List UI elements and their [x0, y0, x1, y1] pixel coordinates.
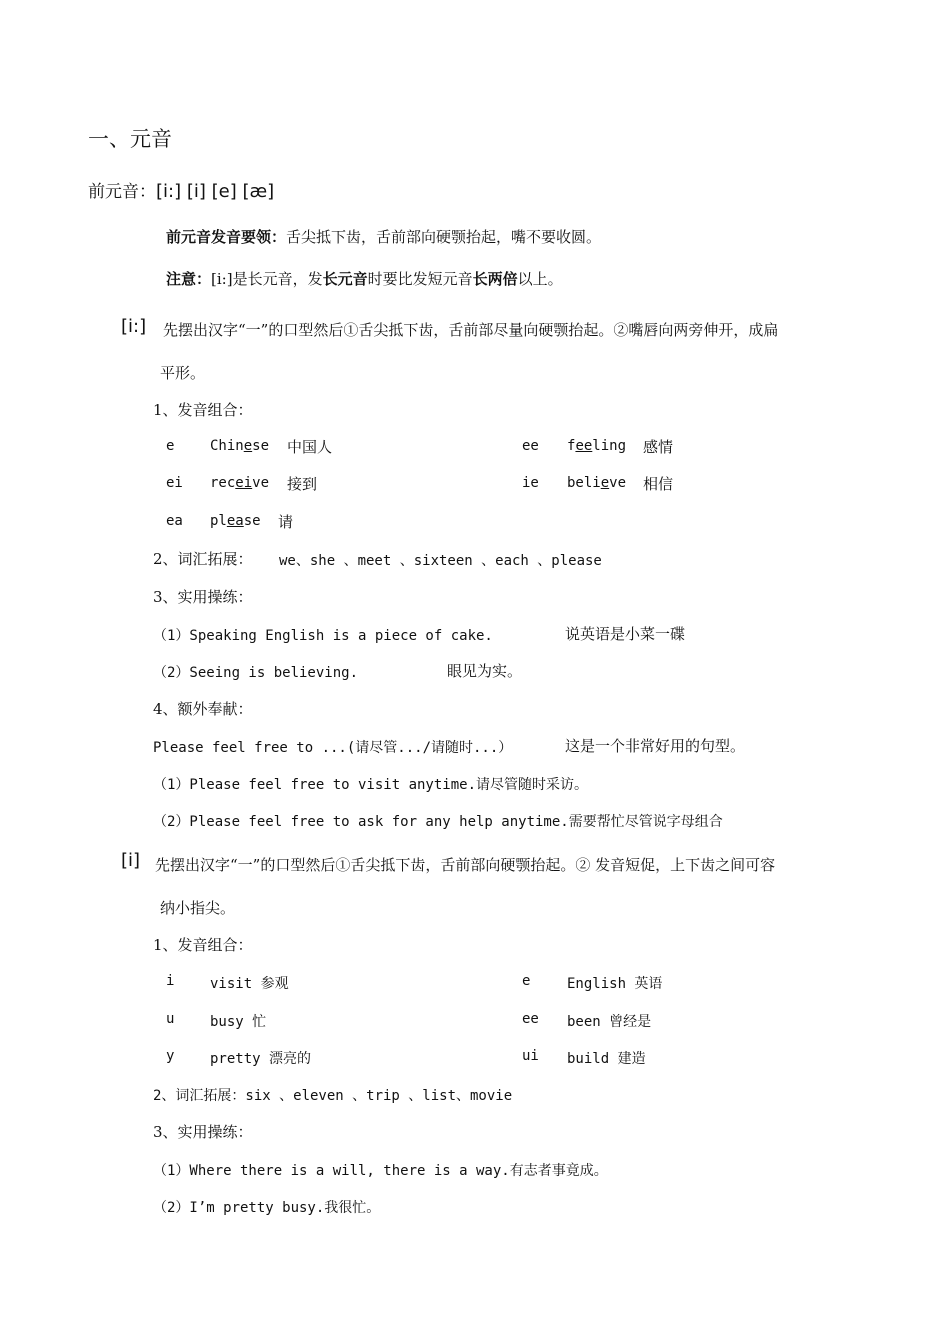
i-long-desc-line1: 先摆出汉字“一”的口型然后①舌尖抵下齿，舌前部尽量向硬颚抬起。②嘴唇向两旁伸开，成扁	[163, 321, 779, 339]
combo-word: been 曾经是	[567, 1014, 652, 1030]
tip-label: 前元音发音要领：	[166, 228, 287, 246]
i-long-practice-2: （2）Seeing is believing.	[153, 665, 359, 681]
i-short-practice-heading: 3、实用操练：	[153, 1123, 253, 1141]
front-vowels-label: 前元音：	[88, 182, 156, 202]
i-long-extra-heading: 4、额外奉献：	[153, 700, 253, 718]
combo-letters: ea	[166, 513, 183, 529]
combo-letters: ee	[522, 438, 539, 454]
combo-letters: e	[522, 973, 531, 989]
combo-letters: e	[166, 438, 175, 454]
combo-letters: ie	[522, 475, 539, 491]
combo-meaning: 请	[278, 513, 294, 531]
i-long-extra-pattern: Please feel free to ...(请尽管.../请随时...）	[153, 740, 513, 756]
i-long-practice-1: （1）Speaking English is a piece of cake.	[153, 628, 493, 644]
pronunciation-tip	[166, 226, 601, 247]
combo-letters: i	[166, 973, 175, 989]
i-long-combos-heading: 1、发音组合：	[153, 401, 253, 419]
note-bold1: 长元音	[322, 270, 368, 288]
combo-letters: u	[166, 1011, 175, 1027]
combo-meaning: 相信	[643, 475, 674, 493]
combo-word: feeling	[567, 438, 627, 454]
note-part1: [i:]是长元音，发	[211, 270, 323, 288]
combo-word: English 英语	[567, 976, 663, 992]
combo-word: pretty 漂亮的	[210, 1051, 312, 1067]
note	[166, 268, 563, 289]
combo-meaning: 接到	[287, 475, 318, 493]
note-part3: 以上。	[517, 270, 563, 288]
i-short-combos-heading: 1、发音组合：	[153, 936, 253, 954]
i-long-practice-2-cn: 眼见为实。	[447, 662, 523, 680]
i-short-vocab: 2、词汇拓展：six 、eleven 、trip 、list、movie	[153, 1088, 513, 1104]
combo-meaning: 中国人	[287, 438, 333, 456]
front-vowels-symbols: [i:] [i] [e] [æ]	[156, 181, 275, 202]
note-bold2: 长两倍	[472, 270, 518, 288]
i-long-desc-line2: 平形。	[160, 364, 206, 382]
combo-word: build 建造	[567, 1051, 646, 1067]
i-short-practice-2: （2）I’m pretty busy.我很忙。	[153, 1200, 381, 1216]
combo-letters: ee	[522, 1011, 539, 1027]
i-long-vocab: we、she 、meet 、sixteen 、each 、please	[279, 553, 602, 569]
combo-word: Chinese	[210, 438, 270, 454]
combo-word: visit 参观	[210, 976, 289, 992]
combo-letters: ui	[522, 1048, 539, 1064]
page-title: 一、元音	[88, 127, 172, 151]
combo-meaning: 感情	[643, 438, 674, 456]
tip-text: 舌尖抵下齿，舌前部向硬颚抬起，嘴不要收圆。	[286, 228, 602, 246]
i-short-symbol: [i]	[121, 850, 141, 871]
i-long-extra-pattern-cn: 这是一个非常好用的句型。	[565, 737, 746, 755]
combo-word: receive	[210, 475, 270, 491]
note-part2: 时要比发短元音	[367, 270, 473, 288]
i-short-desc-line2: 纳小指尖。	[160, 899, 236, 917]
i-long-symbol: [i:]	[121, 316, 147, 337]
i-long-practice-heading: 3、实用操练：	[153, 588, 253, 606]
front-vowels-heading	[88, 177, 274, 202]
i-short-practice-1: （1）Where there is a will, there is a way.有志者事竟成。	[153, 1163, 608, 1179]
combo-word: please	[210, 513, 261, 529]
i-long-vocab-label: 2、词汇拓展：	[153, 550, 253, 568]
combo-letters: y	[166, 1048, 175, 1064]
note-label: 注意：	[166, 270, 212, 288]
combo-word: busy 忙	[210, 1014, 267, 1030]
combo-letters: ei	[166, 475, 183, 491]
i-long-extra-2: （2）Please feel free to ask for any help anytime.需要帮忙尽管说字母组合	[153, 814, 723, 830]
i-long-extra-1: （1）Please feel free to visit anytime.请尽管随时采访。	[153, 777, 589, 793]
i-short-desc-line1: 先摆出汉字“一”的口型然后①舌尖抵下齿，舌前部向硬颚抬起。② 发音短促，上下齿之间可容	[155, 856, 776, 874]
combo-word: believe	[567, 475, 627, 491]
i-long-practice-1-cn: 说英语是小菜一碟	[565, 625, 686, 643]
